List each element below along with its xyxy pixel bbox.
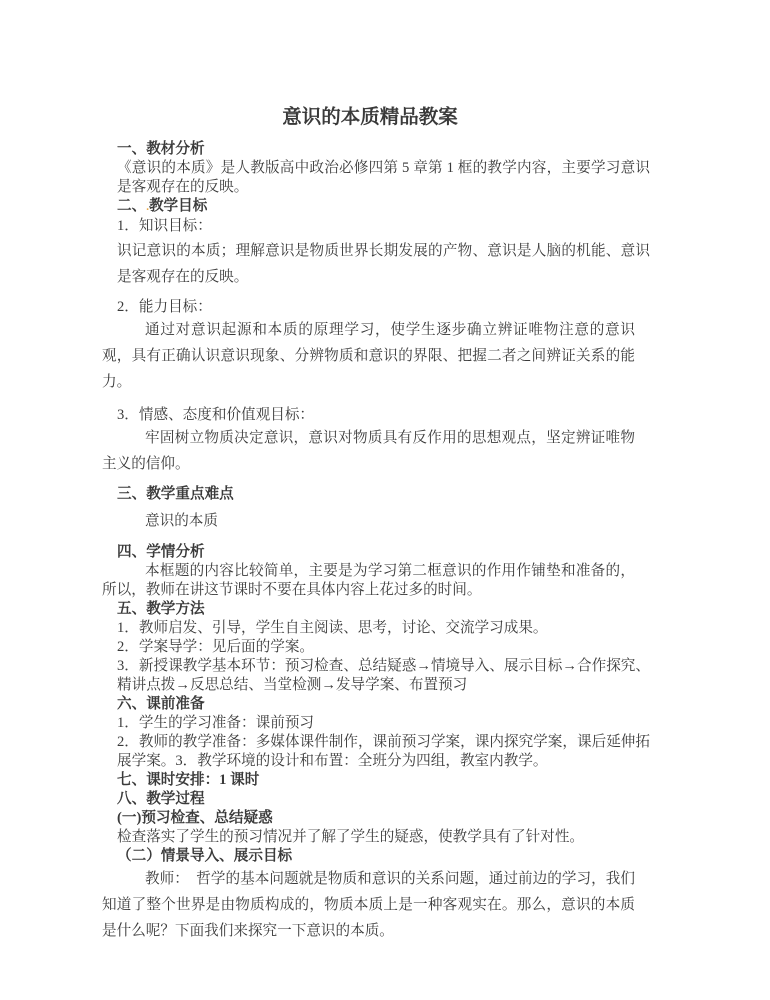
text-run: 1．学生的学习准备：课前预习 (117, 715, 315, 731)
body-paragraph (102, 425, 635, 477)
text-run: 五、教学方法 (117, 601, 205, 617)
text-run: 意识的本质 (145, 513, 218, 529)
text-run: 《意识的本质》是人教版高中政治必修四第 5 章第 1 框的教学内容，主要学习意识是客观存在的反映。 (117, 160, 650, 195)
text-run: 3．新授课教学基本环节：预习检查、总结疑惑→情境导入、展示目标→合作探究、精讲点拨→反思总结、当堂检测→发导学案、布置预习 (117, 658, 650, 693)
body-paragraph (117, 733, 650, 771)
body-paragraph (117, 714, 650, 733)
text-run: 2．能力目标： (117, 299, 212, 315)
section-heading (117, 847, 650, 866)
section-heading (117, 485, 650, 504)
text-run: 一、教材分析 (117, 141, 205, 157)
body-paragraph (117, 619, 650, 638)
text-run: 牢固树立物质决定意识，意识对物质具有反作用的思想观点，坚定辨证唯物主义的信仰。 (102, 430, 635, 472)
body-paragraph (117, 298, 650, 317)
section-heading (117, 543, 650, 562)
text-run: 识记意识的本质；理解意识是物质世界长期发展的产物、意识是人脑的机能、意识是客观存在的反映。 (117, 243, 650, 285)
body-paragraph (117, 238, 650, 290)
text-run: 本框题的内容比较简单，主要是为学习第二框意识的作用作铺垫和准备的，所以，教师在讲这节课时不要在具体内容上花过多的时间。 (102, 563, 635, 598)
text-run: 教师： 哲学的基本问题就是物质和意识的关系问题，通过前边的学习，我们知道了整个世界是由物质构成的，物质本质上是一种客观实在。那么，意识的本质是什么呢？下面我们来探究一下意识的本质。 (102, 871, 635, 939)
text-run: 检查落实了学生的预习情况并了解了学生的疑惑，使教学具有了针对性。 (117, 829, 585, 845)
text-run: 1．知识目标： (117, 218, 212, 234)
text-run: 三、教学重点难点 (117, 486, 234, 502)
text-run: (一)预习检查、总结疑惑 (117, 810, 273, 826)
text-run: 2．学案导学：见后面的学案。 (117, 639, 315, 655)
text-run: 七、课时安排： (117, 772, 220, 788)
body-paragraph (117, 512, 650, 531)
text-run: 1．教师启发、引导，学生自主阅读、思考，讨论、交流学习成果。 (117, 620, 548, 636)
body-paragraph (117, 406, 650, 425)
text-run: 二、 (117, 198, 147, 214)
text-run: 3．情感、态度和价值观目标： (117, 407, 315, 423)
text-run: 意识的本质精品教案 (282, 107, 458, 128)
text-run: 2．教师的教学准备：多媒体课件制作，课前预习学案，课内探究学案，课后延伸拓展学案。3．教学环境的设计和布置：全班分为四组，教室内教学。 (117, 734, 650, 769)
text-run: 1 课时 (219, 772, 260, 788)
text-run: 通过对意识起源和本质的原理学习，使学生逐步确立辨证唯物注意的意识观，具有正确认识意识现象、分辨物质和意识的界限、把握二者之间辨证关系的能力。 (102, 322, 635, 390)
body-paragraph (102, 562, 635, 600)
text-run: 六、课前准备 (117, 696, 205, 712)
document-title (90, 105, 650, 131)
section-heading (117, 809, 650, 828)
section-heading (117, 197, 650, 217)
section-heading (117, 695, 650, 714)
spellcheck-dot: . (146, 201, 149, 213)
text-run: 八、教学过程 (117, 791, 205, 807)
body-paragraph (117, 828, 650, 847)
body-paragraph (117, 638, 650, 657)
body-paragraph (117, 159, 650, 197)
section-heading (117, 140, 650, 159)
section-heading (117, 790, 650, 809)
body-paragraph (117, 217, 650, 236)
text-run: 四、学情分析 (117, 544, 205, 560)
body-paragraph (102, 317, 635, 395)
text-run: 教学目标 (148, 198, 208, 214)
text-run: （二）情景导入、展示目标 (117, 848, 293, 864)
section-heading (117, 771, 650, 790)
section-heading (117, 600, 650, 619)
body-paragraph (117, 657, 650, 695)
body-paragraph (102, 866, 635, 944)
